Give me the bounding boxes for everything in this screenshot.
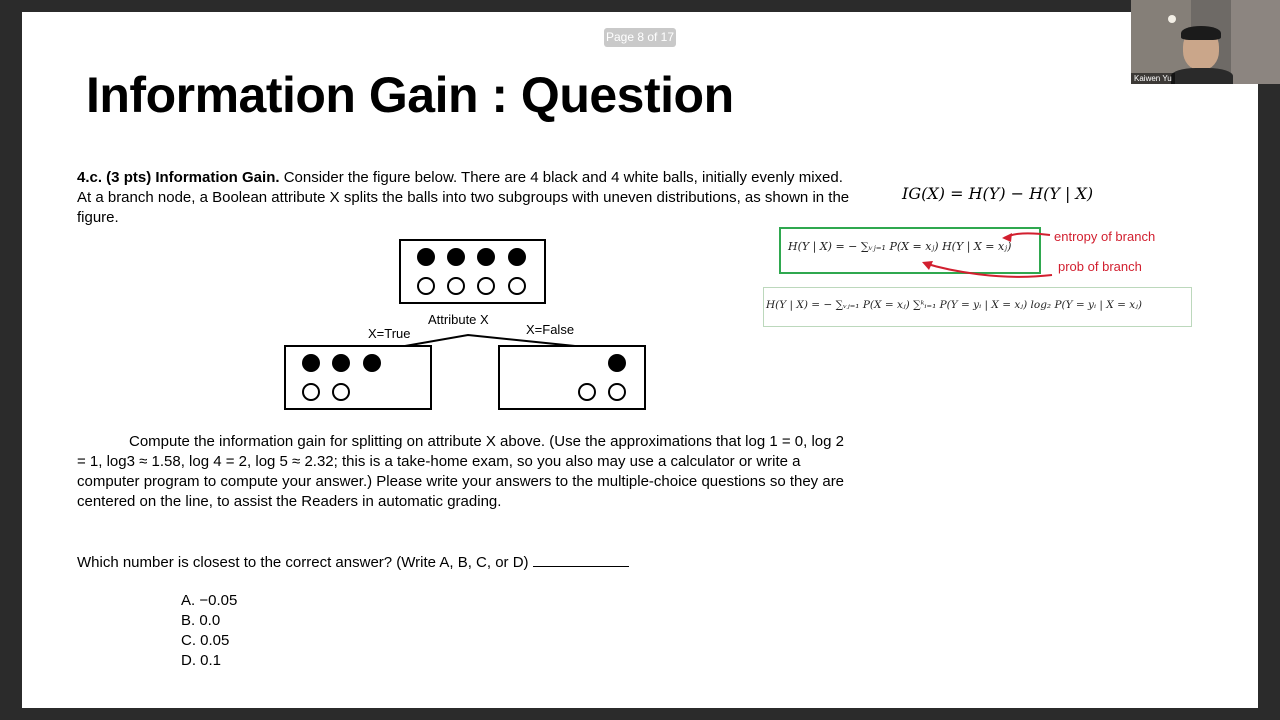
root-node bbox=[400, 240, 545, 303]
ig-formula: IG(X) = H(Y) − H(Y | X) bbox=[902, 184, 1094, 203]
annotation-arrows bbox=[900, 225, 1070, 285]
choices-list bbox=[181, 591, 237, 671]
question-text bbox=[77, 168, 857, 228]
right-branch-label: X=False bbox=[526, 322, 575, 337]
black-ball bbox=[608, 354, 626, 372]
black-ball bbox=[477, 248, 495, 266]
answer-blank-line bbox=[533, 551, 629, 567]
white-ball bbox=[579, 384, 595, 400]
black-ball bbox=[508, 248, 526, 266]
entropy-annotation: entropy of branch bbox=[1054, 229, 1156, 244]
white-ball bbox=[333, 384, 349, 400]
question-body: Consider the figure below. There are 4 black and 4 white balls, initially evenly mixed. At a branch node, a Boolean attribute X splits the balls into two subgroups with uneven distributions, as shown in the figure. bbox=[77, 169, 850, 226]
white-ball bbox=[303, 384, 319, 400]
choice-c: C. 0.05 bbox=[181, 632, 230, 649]
page-indicator: Page 8 of 17 bbox=[604, 28, 676, 47]
conditional-entropy-formula: H(Y | X) = − ∑ᵥⱼ₌₁ P(X = xⱼ) H(Y | X = xⱼ) bbox=[788, 240, 1012, 253]
white-ball bbox=[609, 384, 625, 400]
compute-instructions bbox=[77, 432, 852, 512]
choice-a: A. −0.05 bbox=[181, 592, 238, 609]
black-ball bbox=[447, 248, 465, 266]
choice-d: D. 0.1 bbox=[181, 652, 222, 669]
question-label: 4.c. (3 pts) Information Gain. bbox=[77, 169, 280, 186]
webcam-video bbox=[1131, 0, 1280, 84]
black-ball bbox=[302, 354, 320, 372]
white-ball bbox=[418, 278, 434, 294]
full-entropy-formula: H(Y | X) = − ∑ᵥⱼ₌₁ P(X = xⱼ) ∑ᵏᵢ₌₁ P(Y = yᵢ | X = xⱼ) log₂ P(Y = yᵢ | X = xⱼ) bbox=[766, 299, 1143, 311]
answer-prompt bbox=[77, 551, 629, 573]
left-branch-label: X=True bbox=[368, 326, 411, 341]
choice-b: B. 0.0 bbox=[181, 612, 221, 629]
attribute-label: Attribute X bbox=[428, 312, 489, 327]
left-child-node bbox=[285, 346, 431, 409]
black-ball bbox=[417, 248, 435, 266]
which-text: Which number is closest to the correct answer? (Write A, B, C, or D) bbox=[77, 554, 529, 571]
prob-annotation: prob of branch bbox=[1058, 259, 1142, 274]
compute-text: Compute the information gain for splitting on attribute X above. (Use the approximations that log 1 = 0, log 2 = 1, log3 ≈ 1.58, log 4 = 2, log 5 ≈ 2.32; this is a take-home exam, so you also may use a calculator or write a computer program to compute your answer.) Please write your answers to the multiple-choice questions so they are centered on the line, to assist the Readers in automatic grading. bbox=[77, 433, 845, 510]
white-ball bbox=[478, 278, 494, 294]
white-ball bbox=[448, 278, 464, 294]
slide-title: Information Gain : Question bbox=[86, 67, 734, 123]
participant-name: Kaiwen Yu bbox=[1131, 73, 1175, 84]
white-ball bbox=[509, 278, 525, 294]
split-diagram bbox=[280, 236, 660, 416]
right-child-node bbox=[499, 346, 645, 409]
black-ball bbox=[332, 354, 350, 372]
black-ball bbox=[363, 354, 381, 372]
